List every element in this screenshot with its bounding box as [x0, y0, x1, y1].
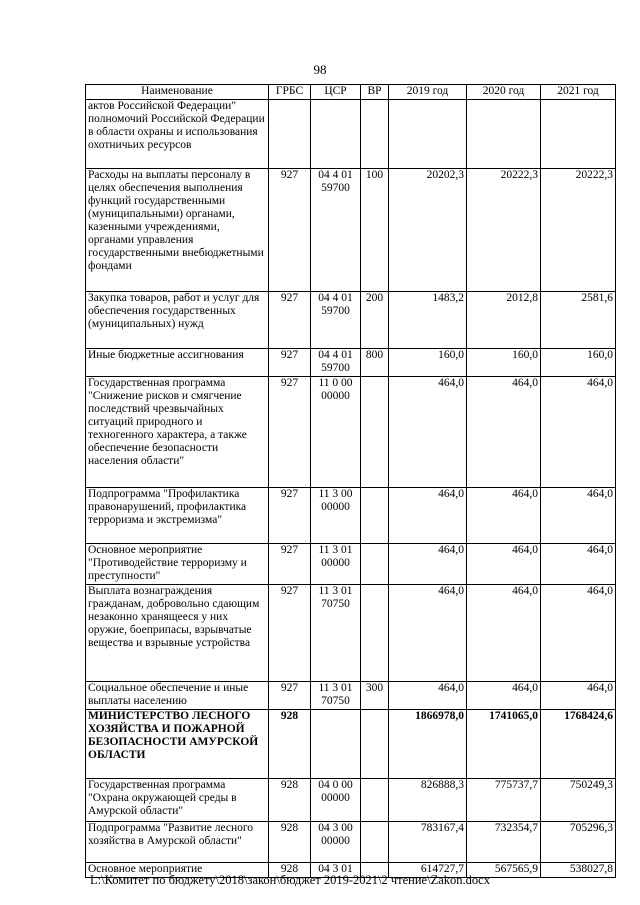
row-name: Социальное обеспечение и иные выплаты населению: [86, 682, 269, 710]
row-csr: 04 3 00 00000: [311, 822, 361, 863]
row-vr: 300: [361, 682, 389, 710]
row-vr: [361, 544, 389, 585]
row-csr: 11 3 01 00000: [311, 544, 361, 585]
row-2021: 464,0: [541, 544, 616, 585]
table-header-row: [86, 85, 616, 100]
row-csr: [311, 710, 361, 779]
row-csr: 04 4 01 59700: [311, 292, 361, 349]
row-csr: 11 3 01 70750: [311, 585, 361, 682]
row-2019: 614727,7: [389, 863, 467, 878]
row-name: МИНИСТЕРСТВО ЛЕСНОГО ХОЗЯЙСТВА И ПОЖАРНОЙ БЕЗОПАСНОСТИ АМУРСКОЙ ОБЛАСТИ: [86, 710, 269, 779]
row-vr: [361, 779, 389, 822]
row-2019: 783167,4: [389, 822, 467, 863]
row-2020: 464,0: [467, 585, 541, 682]
row-name: Подпрограмма "Развитие лесного хозяйства в Амурской области": [86, 822, 269, 863]
row-csr: 11 3 01 70750: [311, 682, 361, 710]
header-2020: 2020 год: [467, 85, 541, 100]
row-vr: [361, 100, 389, 169]
row-2020: [467, 100, 541, 169]
table-body: [86, 100, 616, 878]
row-name: Подпрограмма "Профилактика правонарушений, профилактика терроризма и экстремизма": [86, 488, 269, 544]
row-2019: 464,0: [389, 682, 467, 710]
row-name: Государственная программа "Охрана окружающей среды в Амурской области": [86, 779, 269, 822]
row-name: Выплата вознаграждения гражданам, добровольно сдающим незаконно хранящееся у них оружие, боеприпасы, взрывчатые вещества и взрывные устройства: [86, 585, 269, 682]
row-2019: 464,0: [389, 488, 467, 544]
row-grbs: 927: [269, 349, 311, 377]
budget-table: [85, 84, 616, 878]
row-csr: [311, 100, 361, 169]
row-2021: 464,0: [541, 585, 616, 682]
header-grbs: ГРБС: [269, 85, 311, 100]
document-path: L:\Комитет по бюджету\2018\закон\бюджет 2019-2021\2 чтение\Zakon.docx: [90, 873, 490, 887]
row-2021: 464,0: [541, 488, 616, 544]
row-2021: 160,0: [541, 349, 616, 377]
header-2019: 2019 год: [389, 85, 467, 100]
table-row: [86, 682, 616, 710]
row-2019: 826888,3: [389, 779, 467, 822]
page-number: 98: [313, 62, 327, 77]
row-grbs: 928: [269, 822, 311, 863]
table-row: [86, 544, 616, 585]
header-2021: 2021 год: [541, 85, 616, 100]
header-name: Наименование: [86, 85, 269, 100]
row-grbs: 928: [269, 779, 311, 822]
row-2020: 464,0: [467, 488, 541, 544]
row-name: Основное мероприятие: [86, 863, 269, 878]
table-row: [86, 822, 616, 863]
row-2020: 464,0: [467, 544, 541, 585]
row-2019: 464,0: [389, 377, 467, 488]
row-2021: 464,0: [541, 682, 616, 710]
row-2021: 464,0: [541, 377, 616, 488]
row-name: Иные бюджетные ассигнования: [86, 349, 269, 377]
table-row: [86, 779, 616, 822]
row-grbs: 927: [269, 488, 311, 544]
row-grbs: 927: [269, 585, 311, 682]
row-name: Расходы на выплаты персоналу в целях обеспечения выполнения функций государственными (муниципальными) органами, казенными учреждениями, органами управления государственными внебюджетными фондами: [86, 169, 269, 292]
row-2020: 2012,8: [467, 292, 541, 349]
row-grbs: 927: [269, 682, 311, 710]
table-row: [86, 585, 616, 682]
table-row: [86, 100, 616, 169]
row-vr: [361, 822, 389, 863]
row-2020: 775737,7: [467, 779, 541, 822]
row-vr: 800: [361, 349, 389, 377]
row-vr: [361, 585, 389, 682]
row-grbs: 928: [269, 863, 311, 878]
row-2020: 1741065,0: [467, 710, 541, 779]
row-vr: 100: [361, 169, 389, 292]
row-csr: 11 0 00 00000: [311, 377, 361, 488]
row-grbs: 927: [269, 292, 311, 349]
row-2021: [541, 100, 616, 169]
table-row: [86, 710, 616, 779]
header-csr: ЦСР: [311, 85, 361, 100]
row-csr: 04 4 01 59700: [311, 169, 361, 292]
row-2020: 464,0: [467, 682, 541, 710]
row-grbs: 927: [269, 377, 311, 488]
table-row: [86, 488, 616, 544]
row-grbs: [269, 100, 311, 169]
row-csr: 04 3 01: [311, 863, 361, 878]
row-name: Основное мероприятие "Противодействие терроризму и преступности": [86, 544, 269, 585]
row-csr: 04 4 01 59700: [311, 349, 361, 377]
row-name: Государственная программа "Снижение рисков и смягчение последствий чрезвычайных ситуаций природного и техногенного характера, а также обеспечение безопасности населения области": [86, 377, 269, 488]
row-2019: 464,0: [389, 544, 467, 585]
row-grbs: 927: [269, 169, 311, 292]
row-2020: 160,0: [467, 349, 541, 377]
row-2019: 20202,3: [389, 169, 467, 292]
row-2021: 750249,3: [541, 779, 616, 822]
row-grbs: 928: [269, 710, 311, 779]
row-2020: 20222,3: [467, 169, 541, 292]
row-2019: 1866978,0: [389, 710, 467, 779]
row-2020: 732354,7: [467, 822, 541, 863]
row-vr: [361, 710, 389, 779]
row-2019: 160,0: [389, 349, 467, 377]
row-vr: [361, 377, 389, 488]
row-2021: 1768424,6: [541, 710, 616, 779]
row-vr: 200: [361, 292, 389, 349]
row-2021: 2581,6: [541, 292, 616, 349]
table-row: [86, 377, 616, 488]
table-row: [86, 169, 616, 292]
table-row: [86, 292, 616, 349]
row-2020: 567565,9: [467, 863, 541, 878]
row-csr: 04 0 00 00000: [311, 779, 361, 822]
row-name: Закупка товаров, работ и услуг для обеспечения государственных (муниципальных) нужд: [86, 292, 269, 349]
row-name: актов Российской Федерации" полномочий Российской Федерации в области охраны и использования охотничьих ресурсов: [86, 100, 269, 169]
row-vr: [361, 488, 389, 544]
row-2020: 464,0: [467, 377, 541, 488]
row-grbs: 927: [269, 544, 311, 585]
row-2021: 705296,3: [541, 822, 616, 863]
row-2019: [389, 100, 467, 169]
row-2021: 538027,8: [541, 863, 616, 878]
row-2019: 1483,2: [389, 292, 467, 349]
table-row: [86, 349, 616, 377]
row-2019: 464,0: [389, 585, 467, 682]
header-vr: ВР: [361, 85, 389, 100]
row-csr: 11 3 00 00000: [311, 488, 361, 544]
row-2021: 20222,3: [541, 169, 616, 292]
